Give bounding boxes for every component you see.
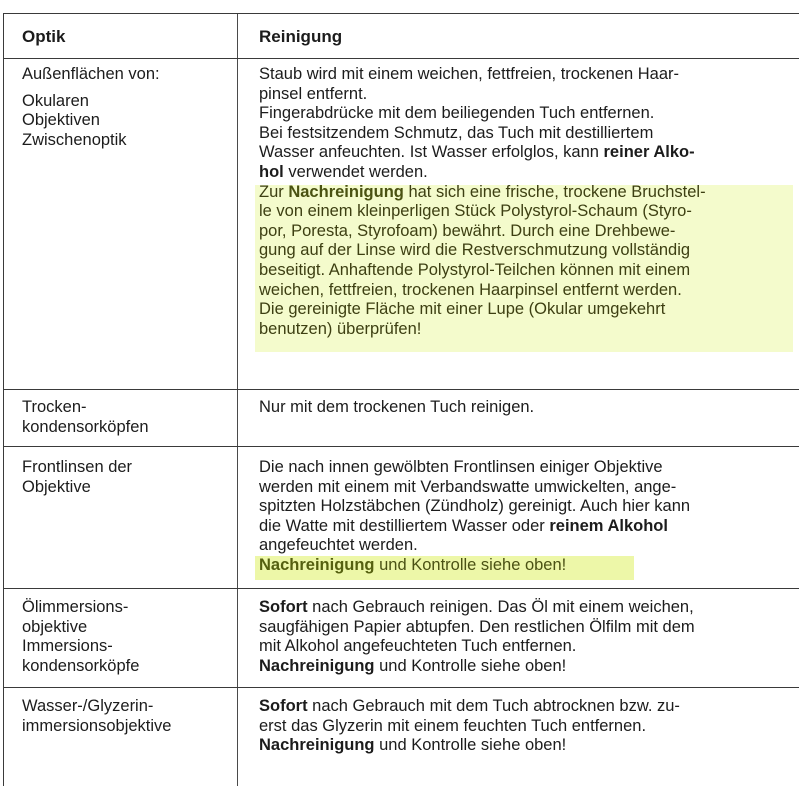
header-rule xyxy=(4,58,799,59)
text-line: mit Alkohol angefeuchteten Tuch entfernen. xyxy=(259,637,577,656)
text-span: verwendet werden. xyxy=(283,162,428,181)
header-reinigung: Reinigung xyxy=(259,27,343,46)
row-5-reinigung xyxy=(259,697,680,756)
text-span: und Kontrolle siehe oben! xyxy=(374,656,567,675)
text-line xyxy=(259,556,690,576)
text-line: Staub wird mit einem weichen, fettfreien, trockenen Haar- xyxy=(259,65,680,83)
row-1-optik-item: Objektiven xyxy=(22,111,100,130)
text-line: por, Poresta, Styrofoam) bewährt. Durch eine Drehbewe- xyxy=(259,221,676,240)
row-rule xyxy=(4,446,799,447)
text-line: werden mit einem mit Verbandswatte umwickelten, ange- xyxy=(259,477,677,496)
text-line: Wasser-/Glyzerin- xyxy=(22,697,154,715)
bold-term: Nachreinigung xyxy=(259,736,375,755)
highlighted-paragraph xyxy=(259,183,706,340)
text-line: Bei festsitzendem Schmutz, das Tuch mit destilliertem xyxy=(259,123,654,142)
row-5-optik xyxy=(22,697,171,736)
text-line: Immersions- xyxy=(22,637,113,656)
text-line: Objektive xyxy=(22,477,91,496)
bold-term: hol xyxy=(259,162,284,181)
text-line xyxy=(259,517,690,537)
row-rule xyxy=(4,389,799,390)
text-line: Die nach innen gewölbten Frontlinsen einiger Objektive xyxy=(259,458,663,476)
text-line: Die gereinigte Fläche mit einer Lupe (Okular umgekehrt xyxy=(259,300,666,319)
row-rule xyxy=(4,588,799,589)
row-1-reinigung xyxy=(259,65,706,339)
text-span: nach Gebrauch mit dem Tuch abtrocknen bzw. zu- xyxy=(307,697,680,715)
text-span: die Watte mit destilliertem Wasser oder xyxy=(259,516,550,535)
text-line: saugfähigen Papier abtupfen. Den restlichen Ölfilm mit dem xyxy=(259,617,695,636)
row-3-optik xyxy=(22,458,132,497)
text-line: gung auf der Linse wird die Restverschmutzung vollständig xyxy=(259,241,691,260)
text-span: nach Gebrauch reinigen. Das Öl mit einem weichen, xyxy=(307,598,694,616)
text-line: pinsel entfernt. xyxy=(259,84,368,103)
text-line: Nur mit dem trockenen Tuch reinigen. xyxy=(259,398,535,416)
row-1-optik xyxy=(22,65,160,150)
cleaning-table xyxy=(3,13,799,786)
text-line xyxy=(259,598,695,618)
text-line: Trocken- xyxy=(22,398,87,416)
row-1-optik-item: Zwischenoptik xyxy=(22,130,127,149)
text-line: weichen, fettfreien, trockenen Haarpinsel entfernt werden. xyxy=(259,280,682,299)
bold-term: Sofort xyxy=(259,598,308,616)
text-line xyxy=(259,163,706,183)
text-line xyxy=(259,697,680,717)
text-line: immersionsobjektive xyxy=(22,716,172,735)
header-optik: Optik xyxy=(22,27,66,46)
row-1-optik-intro: Außenflächen von: xyxy=(22,65,160,83)
row-4-reinigung xyxy=(259,598,695,676)
bold-term: reinem Alkohol xyxy=(549,516,668,535)
bold-term: reiner Alko- xyxy=(603,143,695,162)
text-line: objektive xyxy=(22,617,88,636)
text-line: benutzen) überprüfen! xyxy=(259,319,422,338)
row-rule xyxy=(4,687,799,688)
text-span: und Kontrolle siehe oben! xyxy=(374,736,567,755)
text-line: angefeuchtet werden. xyxy=(259,536,418,555)
text-line: Frontlinsen der xyxy=(22,458,133,476)
text-span: Zur xyxy=(259,182,289,201)
text-line: kondensorköpfe xyxy=(22,656,140,675)
text-span: und Kontrolle siehe oben! xyxy=(374,555,567,574)
column-divider xyxy=(237,14,238,786)
text-line: Fingerabdrücke mit dem beiliegenden Tuch entfernen. xyxy=(259,104,655,123)
text-span: hat sich eine frische, trockene Bruchstel- xyxy=(403,182,706,201)
text-line: beseitigt. Anhaftende Polystyrol-Teilchen können mit einem xyxy=(259,260,691,279)
bold-term: Nachreinigung xyxy=(259,555,375,574)
row-1-optik-item: Okularen xyxy=(22,91,89,110)
row-4-optik xyxy=(22,598,139,676)
row-2-optik xyxy=(22,398,149,437)
text-line xyxy=(259,183,706,203)
text-line: spitzten Holzstäbchen (Zündholz) gereinigt. Auch hier kann xyxy=(259,497,691,516)
text-line xyxy=(259,736,680,756)
text-line xyxy=(259,143,706,163)
text-line: Ölimmersions- xyxy=(22,598,129,616)
text-line: kondensorköpfen xyxy=(22,417,149,436)
bold-term: Sofort xyxy=(259,697,308,715)
text-line: erst das Glyzerin mit einem feuchten Tuch entfernen. xyxy=(259,716,647,735)
text-span: Wasser anfeuchten. Ist Wasser erfolglos, kann xyxy=(259,143,604,162)
text-line xyxy=(259,657,695,677)
row-2-reinigung xyxy=(259,398,534,418)
text-line: le von einem kleinperligen Stück Polystyrol-Schaum (Styro- xyxy=(259,202,692,221)
row-3-reinigung xyxy=(259,458,690,576)
bold-term: Nachreinigung xyxy=(288,182,404,201)
bold-term: Nachreinigung xyxy=(259,656,375,675)
